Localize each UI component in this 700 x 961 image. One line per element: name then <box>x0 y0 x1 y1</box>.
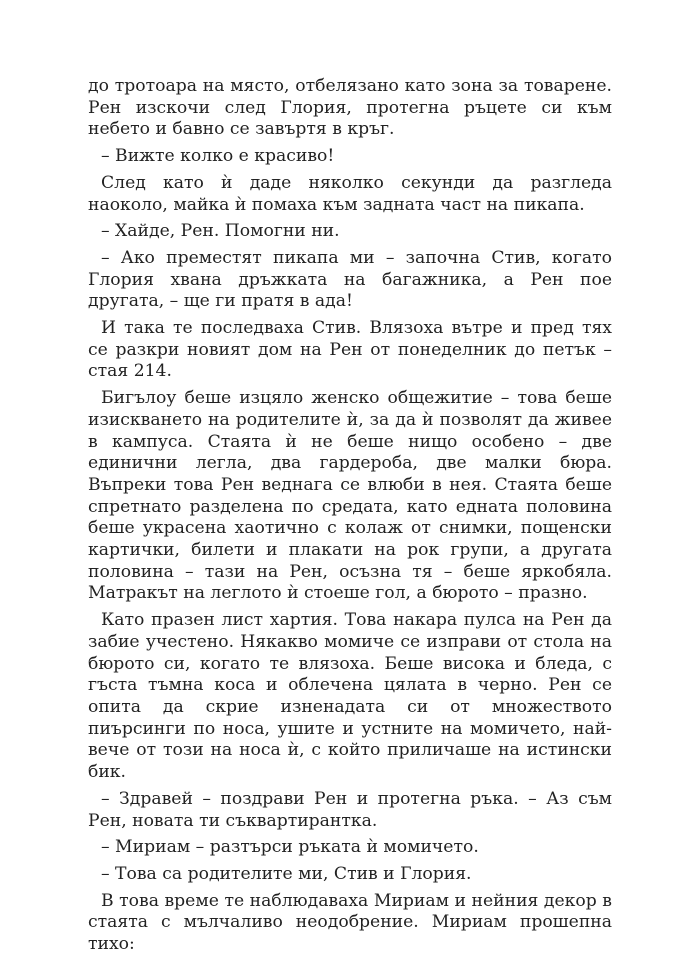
paragraph: до тротоара на място, отбелязано като зона за товарене. Рен изскочи след Глория, протегна ръцете си към небето и бавно се завъртя в кръг. <box>88 76 612 140</box>
paragraph: Като празен лист хартия. Това накара пулса на Рен да забие учестено. Някакво момиче се изправи от стола на бюрото си, когато те влязоха. Беше висока и бледа, с гъста тъмна коса и облечена цялата в черно. Рен се опита да скрие изненадата си от множеството пиърсинги по носа, ушите и устните на момичето, най-вече от този на носа ѝ, с който приличаше на истински бик. <box>88 610 612 783</box>
paragraph: – Хайде, Рен. Помогни ни. <box>101 221 340 242</box>
paragraph: – Това са родителите ми, Стив и Глория. <box>101 863 472 884</box>
paragraph: – Здравей – поздрави Рен и протегна ръка. – Аз съм Рен, новата ти съквартирантка. <box>88 788 612 831</box>
paragraph: Бигълоу беше изцяло женско общежитие – това беше изискването на родителите ѝ, за да ѝ позволят да живее в кампуса. Стаята ѝ не беше нищо особено – две единични легла, два гардероба, две малки бюра. Въпреки това Рен веднага се влюби в нея. Стаята беше спретнато разделена по средата, като едната половина беше украсена хаотично с колаж от снимки, пощенски картички, билети и плакати на рок групи, а другата половина – тази на Рен, осъзна тя – беше яркобяла. Матракът на леглото ѝ стоеше гол, а бюрото – празно. <box>88 388 612 604</box>
paragraph: В това време те наблюдаваха Мириам и нейния декор в стаята с мълчаливо неодобрение. Мириам прошепна тихо: <box>88 890 612 955</box>
book-page <box>88 76 612 961</box>
paragraph: – Ако преместят пикапа ми – започна Стив, когато Глория хвана дръжката на багажника, а Рен пое другата, – ще ги пратя в ада! <box>88 247 612 312</box>
paragraph: – Вижте колко е красиво! <box>101 146 335 167</box>
paragraph: – Мириам – разтърси ръката ѝ момичето. <box>101 837 479 858</box>
paragraph: След като ѝ даде няколко секунди да разгледа наоколо, майка ѝ помаха към задната част на пикапа. <box>88 172 612 215</box>
paragraph: И така те последваха Стив. Влязоха вътре и пред тях се разкри новият дом на Рен от понеделник до петък – стая 214. <box>88 318 612 382</box>
